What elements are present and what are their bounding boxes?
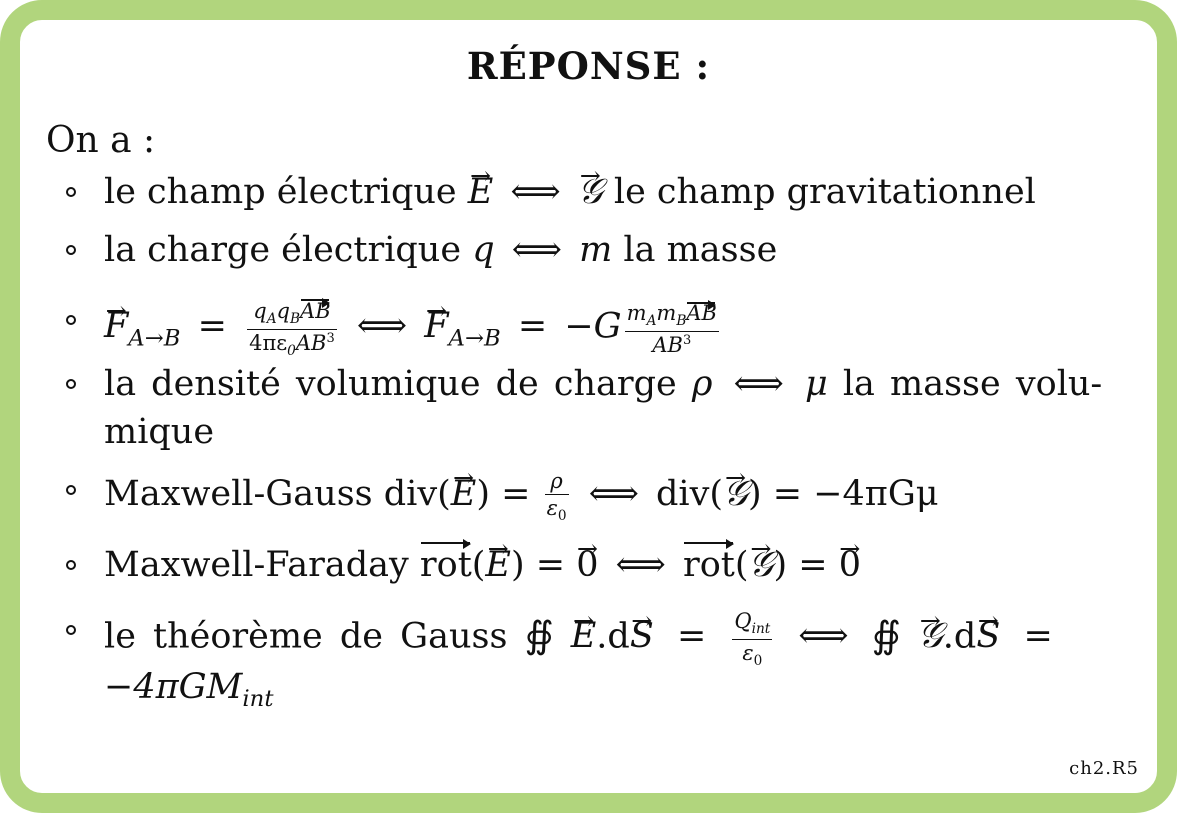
surface-integral-icon: ∯ [871,613,901,657]
list-item-gauss-continued: −4πGM$_{int}$ [104,667,274,712]
vector-G: → 𝒢 [723,470,748,518]
rot-operator: rot [683,541,735,589]
vector-E: → E [451,470,477,518]
vector-E: → E [571,612,597,660]
bullet-icon [66,245,76,255]
intro-text: On a : [46,120,156,161]
vector-E: → E [485,541,511,589]
rot-operator: rot [420,541,472,589]
bullet-icon [66,625,76,635]
vector-S: → S [630,612,654,660]
card-reference: ch2.R5 [1069,758,1139,779]
surface-integral-icon: ∯ [524,613,554,657]
vector-E: → E [468,168,494,216]
bullet-icon [66,560,76,570]
vector-G: → 𝒢 [749,541,774,589]
bullet-icon [66,315,76,325]
vector-G: → 𝒢 [918,612,943,660]
vector-F: → F [424,302,448,350]
zero-vector: → 0 [839,541,861,589]
vector-F: → F [104,302,128,350]
zero-vector: → 0 [576,541,598,589]
charge-over-epsilon: $\frac{Q_{int}}{\varepsilon_0}$ [732,606,772,670]
coulomb-fraction: $\frac{q_Aq_BAB}{4\pi\varepsilon_0AB^3}$ [247,296,337,360]
newton-fraction: $\frac{m_Am_BAB}{AB^3}$ [625,298,719,357]
bullet-icon [66,485,76,495]
bullet-icon [66,379,76,389]
vector-S: → S [976,612,1000,660]
card-title: RÉPONSE : [466,44,711,88]
bullet-icon [66,187,76,197]
rho-over-epsilon: $\frac{\rho}{\varepsilon_0}$ [545,466,569,525]
vector-G: → 𝒢 [578,168,603,216]
